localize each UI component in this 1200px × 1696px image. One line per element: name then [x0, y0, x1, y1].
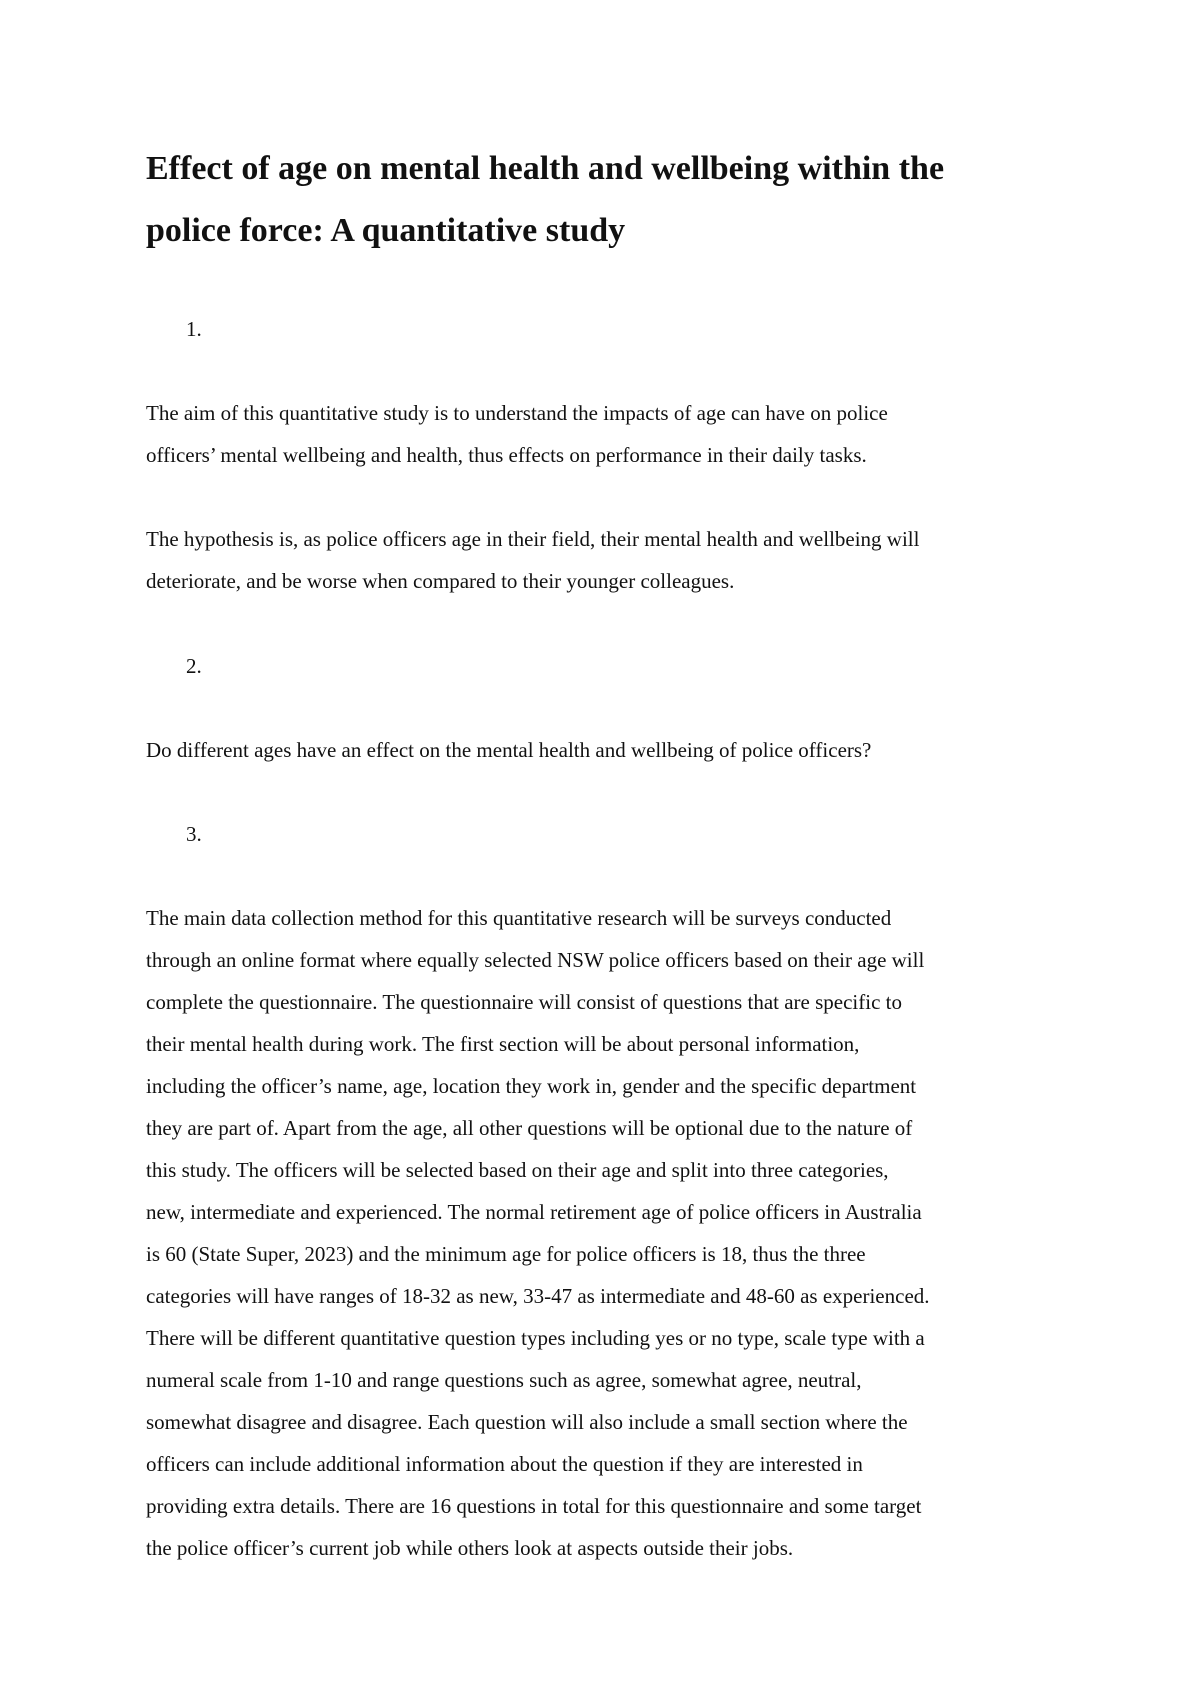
text-line: The main data collection method for this quantitative research will be surveys conducted	[146, 906, 892, 930]
text-line: through an online format where equally selected NSW police officers based on their age will	[146, 948, 925, 972]
text-line: There will be different quantitative question types including yes or no type, scale type with a	[146, 1326, 925, 1350]
text-line: Do different ages have an effect on the mental health and wellbeing of police officers?	[146, 738, 872, 762]
text-line: including the officer’s name, age, location they work in, gender and the specific department	[146, 1074, 917, 1098]
text-line: new, intermediate and experienced. The normal retirement age of police officers in Australia	[146, 1200, 922, 1224]
section-number: 1.	[186, 317, 202, 341]
text-line: is 60 (State Super, 2023) and the minimum age for police officers is 18, thus the three	[146, 1242, 866, 1266]
text-line: providing extra details. There are 16 questions in total for this questionnaire and some target	[146, 1494, 922, 1518]
text-line: The hypothesis is, as police officers age in their field, their mental health and wellbeing will	[146, 527, 920, 551]
paragraph-aim	[146, 392, 1076, 476]
title-line: Effect of age on mental health and wellbeing within the	[146, 150, 945, 187]
section-number: 3.	[186, 822, 202, 846]
text-line: complete the questionnaire. The questionnaire will consist of questions that are specific to	[146, 990, 902, 1014]
text-line: they are part of. Apart from the age, all other questions will be optional due to the nature of	[146, 1116, 913, 1140]
text-line: numeral scale from 1-10 and range questions such as agree, somewhat agree, neutral,	[146, 1368, 862, 1392]
text-line: deteriorate, and be worse when compared to their younger colleagues.	[146, 569, 735, 593]
text-line: categories will have ranges of 18-32 as new, 33-47 as intermediate and 48-60 as experienced.	[146, 1284, 930, 1308]
text-line: somewhat disagree and disagree. Each question will also include a small section where the	[146, 1410, 908, 1434]
text-line: The aim of this quantitative study is to understand the impacts of age can have on police	[146, 401, 888, 425]
paragraph-research-question	[146, 729, 1076, 771]
text-line: the police officer’s current job while others look at aspects outside their jobs.	[146, 1536, 794, 1560]
text-line: this study. The officers will be selected based on their age and split into three categories,	[146, 1158, 889, 1182]
paragraph-methodology	[146, 897, 1076, 1569]
text-line: officers can include additional information about the question if they are interested in	[146, 1452, 863, 1476]
text-line: their mental health during work. The first section will be about personal information,	[146, 1032, 860, 1056]
title-line: police force: A quantitative study	[146, 212, 626, 249]
document-title	[146, 138, 1076, 262]
section-number: 2.	[186, 654, 202, 678]
text-line: officers’ mental wellbeing and health, thus effects on performance in their daily tasks.	[146, 443, 867, 467]
paragraph-hypothesis	[146, 518, 1076, 602]
